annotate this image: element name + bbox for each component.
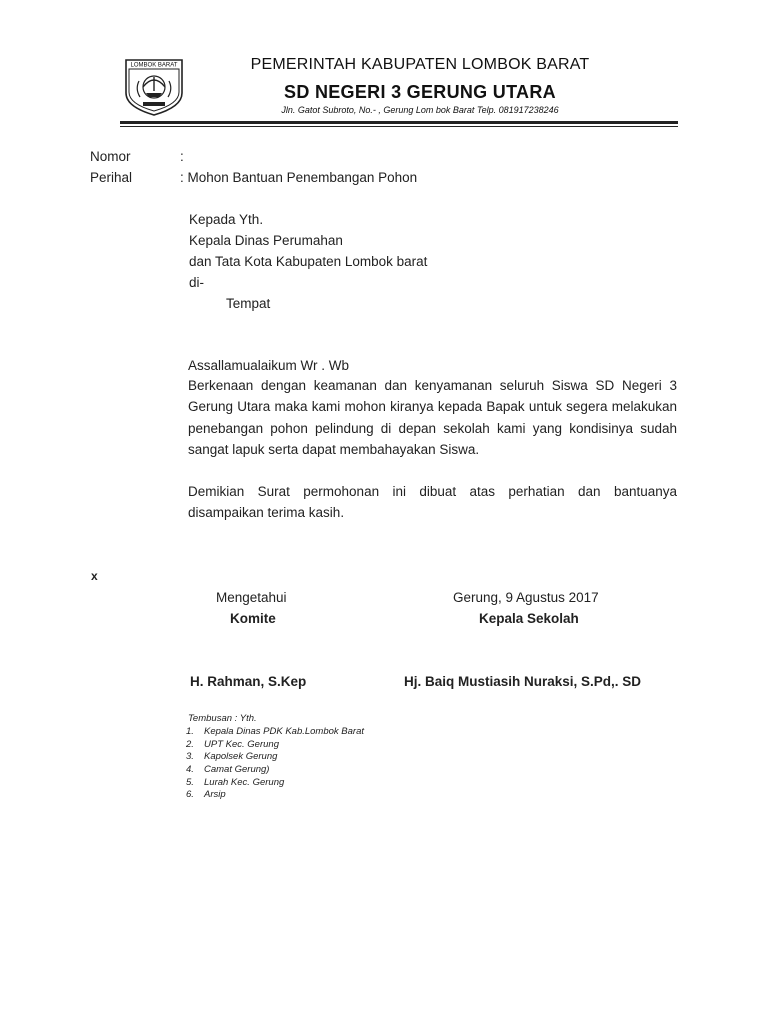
recipient-salutation: Kepada Yth. xyxy=(189,212,264,227)
right-signature-name: Hj. Baiq Mustiasih Nuraksi, S.Pd,. SD xyxy=(404,674,642,689)
letterhead-rule-thick xyxy=(120,121,678,124)
body-paragraph-1: Berkenaan dengan keamanan dan kenyamanan seluruh Siswa SD Negeri 3 Gerung Utara maka kami mohon kiranya kepada Bapak untuk segera melakukan penebangan pohon pelindung di depan sekolah kami yang kondisinya sudah sangat lapuk serta dapat membahayakan Siswa. xyxy=(188,378,677,457)
list-item: 1. Kepala Dinas PDK Kab.Lombok Barat xyxy=(186,726,365,737)
recipient-office-cont: dan Tata Kota Kabupaten Lombok barat xyxy=(189,254,428,269)
list-item: 5. Lurah Kec. Gerung xyxy=(186,776,285,788)
body-paragraph-2: Demikian Surat permohonan ini dibuat atas perhatian dan bantuanya disampaikan terima kasih. xyxy=(188,484,677,521)
list-item: 3. Kapolsek Gerung xyxy=(186,751,278,763)
government-name: PEMERINTAH KABUPATEN LOMBOK BARAT xyxy=(250,56,590,73)
recipient-place: Tempat xyxy=(226,296,271,311)
left-signature-name: H. Rahman, S.Kep xyxy=(190,674,307,689)
letterhead-rule-thin xyxy=(120,126,678,127)
list-item: 6. Arsip xyxy=(186,789,226,801)
cc-title: Tembusan : Yth. xyxy=(188,713,257,724)
perihal-value: : Mohon Bantuan Penembangan Pohon xyxy=(180,170,418,185)
nomor-value: : xyxy=(180,149,184,164)
greeting: Assallamualaikum Wr . Wb xyxy=(188,358,350,373)
logo-lettering: LOMBOK BARAT xyxy=(130,62,178,69)
recipient-di: di- xyxy=(189,275,205,290)
list-item: 4. Camat Gerung) xyxy=(186,764,270,776)
perihal-label: Perihal xyxy=(90,170,133,185)
cc-list xyxy=(186,726,364,802)
school-address: Jln. Gatot Subroto, No.- , Gerung Lom bok Barat Telp. 081917238246 xyxy=(281,105,559,115)
school-name: SD NEGERI 3 GERUNG UTARA xyxy=(284,82,556,102)
right-signature-role: Kepala Sekolah xyxy=(479,611,579,626)
nomor-label: Nomor xyxy=(90,149,131,164)
regency-emblem-logo xyxy=(123,57,185,117)
recipient-office: Kepala Dinas Perumahan xyxy=(189,233,343,248)
left-signature-caption: Mengetahui xyxy=(216,590,287,605)
list-item: 2. UPT Kec. Gerung xyxy=(186,738,279,750)
stray-mark: x xyxy=(91,569,98,583)
left-signature-role: Komite xyxy=(230,611,276,626)
right-signature-caption: Gerung, 9 Agustus 2017 xyxy=(453,590,599,605)
